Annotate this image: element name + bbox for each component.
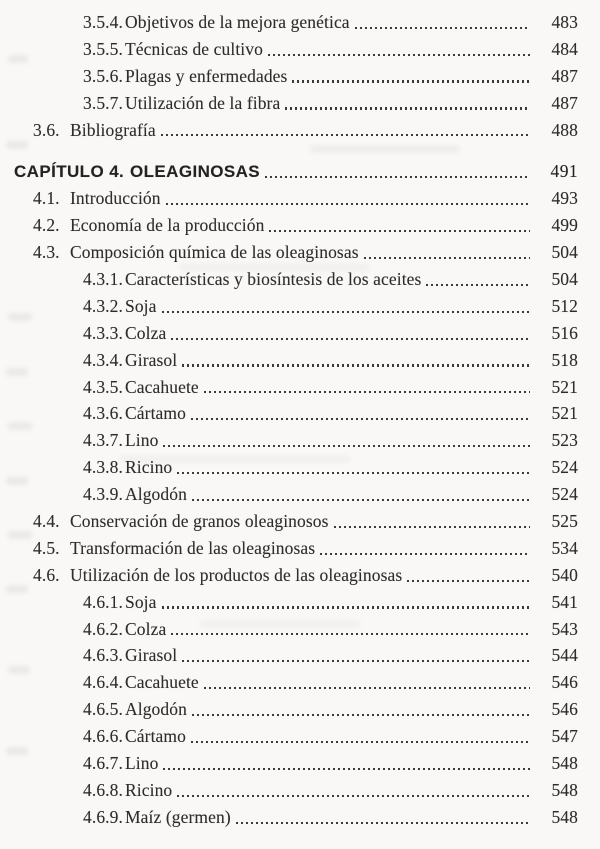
- toc-entry-page: 546: [551, 699, 578, 720]
- toc-entry-page: 548: [551, 779, 578, 800]
- toc-entry-number: 4.3.9.: [83, 484, 123, 505]
- toc-entry: [0, 616, 578, 643]
- dot-leader: [269, 230, 530, 232]
- toc-entry-number: 4.3.3.: [83, 322, 123, 343]
- toc-entry: [0, 9, 578, 36]
- dot-leader: [292, 80, 530, 82]
- toc-entry: [0, 454, 578, 481]
- toc-entry: [0, 804, 578, 831]
- dot-leader: [204, 687, 530, 689]
- toc-entry-number: 3.5.6.: [83, 65, 123, 86]
- toc-entry-number: 4.6.1.: [83, 591, 123, 612]
- toc-entry: [0, 589, 578, 616]
- toc-entry-title: Economía de la producción: [70, 215, 265, 236]
- toc-entry-title: Composición química de las oleaginosas: [70, 242, 359, 263]
- toc-entry-title: Soja: [125, 591, 157, 612]
- toc-entry-page: 543: [551, 618, 578, 639]
- toc-entry-title: Cártamo: [125, 403, 186, 424]
- toc-entry-title: Técnicas de cultivo: [125, 38, 263, 59]
- dot-leader: [177, 472, 530, 474]
- toc-entry-number: 4.6.2.: [83, 618, 123, 639]
- dot-leader: [364, 257, 530, 259]
- toc-entry-page: 484: [551, 38, 578, 59]
- toc-entry-page: 524: [551, 484, 578, 505]
- toc-entry: [0, 400, 578, 427]
- toc-entry-number: 4.6.: [33, 564, 60, 585]
- toc-entry-title: Características y biosíntesis de los aceites: [125, 269, 422, 290]
- toc-entry: [0, 535, 578, 562]
- toc-entry-page: 544: [551, 645, 578, 666]
- toc-entry-title: Soja: [125, 295, 157, 316]
- toc-entry: [0, 117, 578, 144]
- toc-entry-page: 546: [551, 672, 578, 693]
- dot-leader: [177, 795, 530, 797]
- toc-entry-number: 3.5.4.: [83, 12, 123, 32]
- toc-entry: [0, 562, 578, 589]
- toc-entry: [0, 508, 578, 535]
- toc-entry-title: Algodón: [125, 699, 187, 720]
- toc-entry-number: 4.3.4.: [83, 349, 123, 370]
- toc-entry-title: Algodón: [125, 484, 187, 505]
- dot-leader: [191, 741, 530, 743]
- toc-entry-number: CAPÍTULO 4.: [14, 162, 125, 182]
- toc-entry-title: Utilización de los productos de las oleaginosas: [70, 564, 403, 585]
- toc-entry-title: Objetivos de la mejora genética: [125, 12, 350, 32]
- toc-entry: [0, 374, 578, 401]
- toc-entry: [0, 427, 578, 454]
- dot-leader: [192, 714, 530, 716]
- toc-entry-page: 523: [551, 430, 578, 451]
- toc-entry-number: 4.3.8.: [83, 457, 123, 478]
- toc-entry-title: Ricino: [125, 457, 173, 478]
- toc-entry-title: Cacahuete: [125, 376, 199, 397]
- toc-entry-title: Cacahuete: [125, 672, 199, 693]
- dot-leader: [162, 606, 530, 608]
- toc-entry: [0, 239, 578, 266]
- toc-entry-page: 504: [551, 269, 578, 290]
- toc-entry-number: 4.6.6.: [83, 726, 123, 747]
- dot-leader: [355, 27, 530, 29]
- toc-entry-title: Lino: [125, 430, 159, 451]
- toc-entry-page: 540: [551, 564, 578, 585]
- toc-entry-number: 4.6.8.: [83, 779, 123, 800]
- toc-entry: [0, 36, 578, 63]
- dot-leader: [334, 526, 530, 528]
- toc-entry-page: 525: [551, 511, 578, 532]
- dot-leader: [236, 822, 530, 824]
- toc-entry-title: Ricino: [125, 779, 173, 800]
- toc-entry-page: 548: [551, 753, 578, 774]
- toc-entry-title: Plagas y enfermedades: [125, 65, 288, 86]
- toc-entry-page: 521: [551, 376, 578, 397]
- toc-entry: [0, 212, 578, 239]
- toc-entry-number: 4.3.2.: [83, 295, 123, 316]
- dot-leader: [162, 311, 530, 313]
- toc-entry-title: Transformación de las oleaginosas: [70, 537, 316, 558]
- dot-leader: [163, 445, 530, 447]
- toc-entry: [0, 185, 578, 212]
- toc-entry-page: 488: [551, 119, 578, 140]
- toc-entry-number: 3.5.7.: [83, 92, 123, 113]
- dot-leader: [265, 176, 530, 178]
- toc-entry-title: Girasol: [125, 645, 178, 666]
- toc-entry-page: 524: [551, 457, 578, 478]
- toc-entry-page: 516: [551, 322, 578, 343]
- dot-leader: [182, 660, 530, 662]
- toc-entry: [0, 63, 578, 90]
- toc-entry-title: Utilización de la fibra: [125, 92, 281, 113]
- dot-leader: [192, 499, 530, 501]
- toc-entry-title: Colza: [125, 618, 167, 639]
- toc-entry-number: 4.1.: [33, 188, 60, 209]
- dot-leader: [161, 134, 530, 136]
- toc-entry-page: 534: [551, 537, 578, 558]
- toc-entry-title: Maíz (germen): [125, 806, 231, 827]
- toc-entry-number: 4.6.3.: [83, 645, 123, 666]
- toc-entry: [0, 642, 578, 669]
- toc-entry: [0, 696, 578, 723]
- dot-leader: [171, 633, 530, 635]
- toc-entry-title: Conservación de granos oleaginosos: [70, 511, 329, 532]
- toc-entry-number: 4.5.: [33, 537, 60, 558]
- dot-leader: [163, 768, 530, 770]
- toc-entry-number: 4.6.4.: [83, 672, 123, 693]
- toc-entry-page: 493: [551, 188, 578, 209]
- toc-entry-page: 512: [551, 295, 578, 316]
- toc-entry-page: 504: [551, 242, 578, 263]
- toc-entry-number: 4.3.5.: [83, 376, 123, 397]
- toc-entry: [0, 347, 578, 374]
- toc-entry: [0, 293, 578, 320]
- dot-leader: [426, 284, 530, 286]
- toc-entry-page: 487: [551, 92, 578, 113]
- toc-entry-number: 4.4.: [33, 511, 60, 532]
- toc-entry: [0, 723, 578, 750]
- toc-entry-page: 548: [551, 806, 578, 827]
- toc-entry-number: 4.3.7.: [83, 430, 123, 451]
- dot-leader: [320, 553, 530, 555]
- toc-entry: [0, 481, 578, 508]
- toc-entry-number: 4.6.7.: [83, 753, 123, 774]
- toc-entry: [0, 320, 578, 347]
- dot-leader: [166, 203, 530, 205]
- toc-entry-number: 4.6.5.: [83, 699, 123, 720]
- dot-leader: [285, 107, 530, 109]
- dot-leader: [204, 391, 530, 393]
- toc-entry-page: 483: [551, 12, 578, 32]
- toc-entry-page: 521: [551, 403, 578, 424]
- dot-leader: [407, 580, 530, 582]
- toc-entry-number: 4.3.1.: [83, 269, 123, 290]
- toc-entry-number: 3.6.: [33, 119, 60, 140]
- dot-leader: [191, 418, 530, 420]
- toc-entry-title: Cártamo: [125, 726, 186, 747]
- toc-entry-page: 547: [551, 726, 578, 747]
- dot-leader: [182, 364, 530, 366]
- toc-entry: [0, 669, 578, 696]
- toc-entry-number: 4.3.: [33, 242, 60, 263]
- toc-chapter-entry: [0, 158, 578, 185]
- toc-entry-number: 4.6.9.: [83, 806, 123, 827]
- toc-entry-title: Colza: [125, 322, 167, 343]
- toc-entry-page: 491: [550, 161, 578, 182]
- toc-entry-title: Girasol: [125, 349, 178, 370]
- toc-entry-title: Lino: [125, 753, 159, 774]
- toc-entry-title: Introducción: [70, 188, 161, 209]
- toc-entry: [0, 750, 578, 777]
- toc-entry-title: OLEAGINOSAS: [130, 162, 261, 182]
- toc-entry-page: 518: [551, 349, 578, 370]
- toc-entry-number: 4.2.: [33, 215, 60, 236]
- toc-entry-page: 541: [551, 591, 578, 612]
- toc-entry-number: 4.3.6.: [83, 403, 123, 424]
- dot-leader: [171, 338, 530, 340]
- toc-entry-number: 3.5.5.: [83, 38, 123, 59]
- toc-entry-page: 499: [551, 215, 578, 236]
- toc-entry: [0, 90, 578, 117]
- toc-entry-page: 487: [551, 65, 578, 86]
- dot-leader: [268, 54, 530, 56]
- toc-entry-title: Bibliografía: [70, 119, 156, 140]
- toc-entry: [0, 266, 578, 293]
- toc-entry: [0, 777, 578, 804]
